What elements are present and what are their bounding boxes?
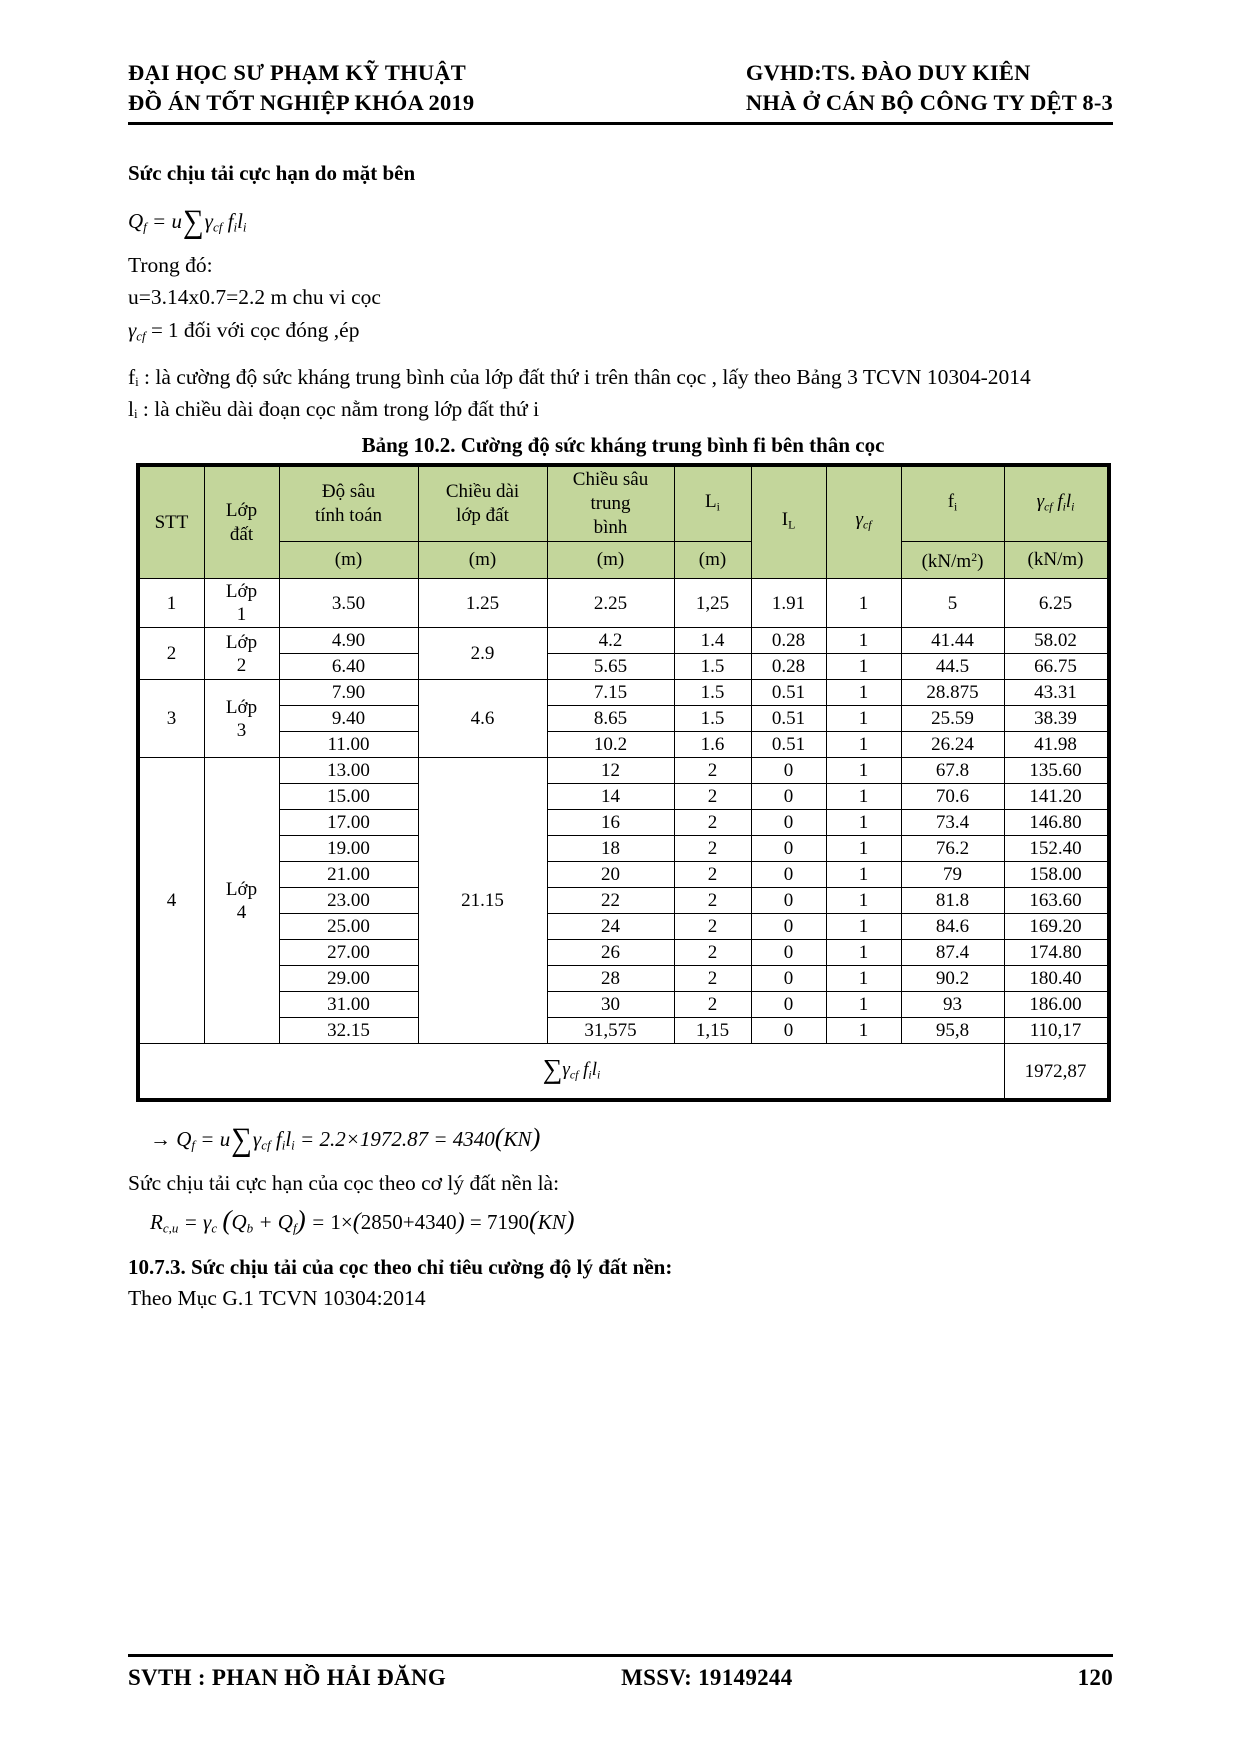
table-row	[139, 836, 1107, 862]
equation-rcu: $R_{c,u} = \gamma_c$ $(Q_b + Q_f) = 1\times(2850+4340) = 7190(KN)$	[150, 1204, 575, 1236]
post-table-content	[128, 1121, 1118, 1313]
cell-fi: 90.2	[901, 966, 1004, 992]
cell-il: 0.51	[751, 680, 826, 706]
table-row	[139, 706, 1107, 732]
student-name: SVTH : PHAN HỒ HẢI ĐĂNG	[128, 1665, 447, 1690]
cell-gamma-fi-li: 152.40	[1004, 836, 1107, 862]
cell-fi: 84.6	[901, 914, 1004, 940]
cell-gamma-fi-li: 169.20	[1004, 914, 1107, 940]
page-header-row	[128, 58, 1113, 118]
perimeter-line: u=3.14x0.7=2.2 m chu vi cọc	[128, 284, 381, 309]
table-sum-row	[139, 1044, 1107, 1099]
cell-do-sau-tinh-toan: 4.90	[279, 628, 418, 654]
table-body	[139, 579, 1107, 1099]
table-row	[139, 992, 1107, 1018]
table-outer-border	[136, 463, 1111, 1102]
footer-divider	[128, 1654, 1113, 1657]
header-divider	[128, 122, 1113, 125]
cell-li: 1.5	[674, 654, 751, 680]
table-row	[139, 940, 1107, 966]
cell-sum-label: $\sum\gamma_{cf}$ $f_il_i$	[139, 1044, 1004, 1099]
unit-chieu-dai-lop-dat: (m)	[418, 542, 547, 579]
cell-gamma-fi-li: 66.75	[1004, 654, 1107, 680]
cell-do-sau-tinh-toan: 19.00	[279, 836, 418, 862]
student-id: MSSV: 19149244	[621, 1665, 793, 1690]
equation-qf	[128, 204, 1118, 245]
cell-gamma-cf: 1	[826, 992, 901, 1018]
cell-fi: 70.6	[901, 784, 1004, 810]
resistance-table	[139, 466, 1108, 1099]
cell-il: 0.28	[751, 654, 826, 680]
cell-gamma-fi-li: 43.31	[1004, 680, 1107, 706]
cell-chieu-dai-lop-dat: 2.9	[418, 628, 547, 680]
cell-il: 0.51	[751, 732, 826, 758]
cell-gamma-fi-li: 163.60	[1004, 888, 1107, 914]
cell-il: 0.28	[751, 628, 826, 654]
cell-chieu-dai-lop-dat: 21.15	[418, 758, 547, 1044]
university-name: ĐẠI HỌC SƯ PHẠM KỸ THUẬT	[128, 60, 466, 85]
cell-li: 2	[674, 810, 751, 836]
cell-il: 0.51	[751, 706, 826, 732]
cell-fi: 25.59	[901, 706, 1004, 732]
unit-chieu-sau-trung-binh: (m)	[547, 542, 674, 579]
col-header-do-sau-tinh-toan: Độ sâu tính toán	[279, 467, 418, 542]
cell-chieu-sau-trung-binh: 26	[547, 940, 674, 966]
cell-lop-dat: Lớp 3	[204, 680, 279, 758]
cell-do-sau-tinh-toan: 21.00	[279, 862, 418, 888]
cell-li: 1,15	[674, 1018, 751, 1044]
cell-do-sau-tinh-toan: 23.00	[279, 888, 418, 914]
cell-li: 2	[674, 836, 751, 862]
thesis-line: ĐỒ ÁN TỐT NGHIỆP KHÓA 2019	[128, 90, 475, 115]
cell-fi: 41.44	[901, 628, 1004, 654]
table-header-row	[139, 467, 1107, 542]
fi-definition: fᵢ : là cường độ sức kháng trung bình của lớp đất thứ i trên thân cọc , lấy theo Bảng 3 TCVN 10304-2014	[128, 365, 1031, 390]
cell-il: 0	[751, 940, 826, 966]
cell-chieu-sau-trung-binh: 12	[547, 758, 674, 784]
cell-do-sau-tinh-toan: 9.40	[279, 706, 418, 732]
cell-gamma-cf: 1	[826, 836, 901, 862]
col-header-gamma-cf: $\gamma_{cf}$	[826, 467, 901, 579]
cell-il: 0	[751, 836, 826, 862]
cell-gamma-cf: 1	[826, 706, 901, 732]
cell-do-sau-tinh-toan: 3.50	[279, 579, 418, 628]
cell-gamma-cf: 1	[826, 940, 901, 966]
page-header	[128, 58, 1113, 125]
cell-il: 0	[751, 810, 826, 836]
unit-fi: $(kN/m^2)$	[901, 542, 1004, 579]
cell-fi: 81.8	[901, 888, 1004, 914]
cell-stt: 4	[139, 758, 204, 1044]
cell-chieu-sau-trung-binh: 24	[547, 914, 674, 940]
cell-gamma-fi-li: 186.00	[1004, 992, 1107, 1018]
table-container	[128, 463, 1118, 1107]
cell-chieu-sau-trung-binh: 30	[547, 992, 674, 1018]
unit-gamma-fi-li: (kN/m)	[1004, 542, 1107, 579]
bearing-capacity-note: Sức chịu tải cực hạn của cọc theo cơ lý đất nền là:	[128, 1170, 560, 1195]
cell-chieu-sau-trung-binh: 7.15	[547, 680, 674, 706]
cell-li: 2	[674, 888, 751, 914]
col-header-li: $L_i$	[674, 467, 751, 542]
cell-chieu-sau-trung-binh: 2.25	[547, 579, 674, 628]
cell-fi: 93	[901, 992, 1004, 1018]
table-row	[139, 914, 1107, 940]
table-units-row	[139, 542, 1107, 579]
cell-chieu-sau-trung-binh: 4.2	[547, 628, 674, 654]
cell-chieu-sau-trung-binh: 28	[547, 966, 674, 992]
cell-fi: 73.4	[901, 810, 1004, 836]
section-title: Sức chịu tải cực hạn do mặt bên	[128, 161, 416, 185]
cell-li: 2	[674, 784, 751, 810]
cell-gamma-fi-li: 146.80	[1004, 810, 1107, 836]
cell-gamma-cf: 1	[826, 966, 901, 992]
cell-gamma-cf: 1	[826, 914, 901, 940]
cell-do-sau-tinh-toan: 6.40	[279, 654, 418, 680]
cell-li: 2	[674, 992, 751, 1018]
col-header-chieu-dai-lop-dat: Chiều dài lớp đất	[418, 467, 547, 542]
cell-do-sau-tinh-toan: 29.00	[279, 966, 418, 992]
cell-il: 0	[751, 862, 826, 888]
cell-chieu-sau-trung-binh: 16	[547, 810, 674, 836]
cell-gamma-fi-li: 174.80	[1004, 940, 1107, 966]
table-row	[139, 732, 1107, 758]
col-header-stt: STT	[139, 467, 204, 579]
cell-do-sau-tinh-toan: 17.00	[279, 810, 418, 836]
cell-li: 2	[674, 940, 751, 966]
cell-il: 0	[751, 758, 826, 784]
table-row	[139, 862, 1107, 888]
subsection-reference: Theo Mục G.1 TCVN 10304:2014	[128, 1285, 426, 1310]
cell-chieu-sau-trung-binh: 31,575	[547, 1018, 674, 1044]
cell-gamma-cf: 1	[826, 758, 901, 784]
col-header-chieu-sau-trung-binh: Chiều sâu trung bình	[547, 467, 674, 542]
cell-fi: 67.8	[901, 758, 1004, 784]
table-row	[139, 810, 1107, 836]
cell-do-sau-tinh-toan: 27.00	[279, 940, 418, 966]
cell-fi: 5	[901, 579, 1004, 628]
equation-qf-rendered: $Q_f = u\sum\gamma_{cf}$ $f_il_i$	[128, 204, 247, 240]
cell-il: 0	[751, 914, 826, 940]
cell-li: 2	[674, 862, 751, 888]
unit-do-sau-tinh-toan: (m)	[279, 542, 418, 579]
cell-fi: 44.5	[901, 654, 1004, 680]
cell-do-sau-tinh-toan: 31.00	[279, 992, 418, 1018]
cell-lop-dat: Lớp 4	[204, 758, 279, 1044]
cell-chieu-sau-trung-binh: 8.65	[547, 706, 674, 732]
cell-gamma-cf: 1	[826, 732, 901, 758]
advisor-name: GVHD:TS. ĐÀO DUY KIÊN	[745, 60, 1031, 85]
cell-chieu-sau-trung-binh: 18	[547, 836, 674, 862]
cell-gamma-fi-li: 180.40	[1004, 966, 1107, 992]
cell-gamma-fi-li: 158.00	[1004, 862, 1107, 888]
cell-do-sau-tinh-toan: 15.00	[279, 784, 418, 810]
table-row	[139, 654, 1107, 680]
cell-gamma-fi-li: 141.20	[1004, 784, 1107, 810]
subsection-heading: 10.7.3. Sức chịu tải của cọc theo chỉ tiêu cường độ lý đất nền:	[128, 1254, 673, 1279]
cell-li: 1.6	[674, 732, 751, 758]
cell-gamma-cf: 1	[826, 579, 901, 628]
cell-li: 2	[674, 966, 751, 992]
cell-fi: 95,8	[901, 1018, 1004, 1044]
page-header-left	[128, 58, 474, 118]
cell-gamma-fi-li: 135.60	[1004, 758, 1107, 784]
cell-fi: 26.24	[901, 732, 1004, 758]
cell-fi: 79	[901, 862, 1004, 888]
page-header-right	[746, 58, 1113, 118]
table-row	[139, 1018, 1107, 1044]
document-content	[128, 158, 1118, 1314]
table-row	[139, 758, 1107, 784]
cell-il: 0	[751, 992, 826, 1018]
cell-li: 1.5	[674, 706, 751, 732]
table-row	[139, 966, 1107, 992]
cell-lop-dat: Lớp 2	[204, 628, 279, 680]
cell-fi: 76.2	[901, 836, 1004, 862]
cell-do-sau-tinh-toan: 13.00	[279, 758, 418, 784]
cell-gamma-fi-li: 41.98	[1004, 732, 1107, 758]
cell-chieu-sau-trung-binh: 10.2	[547, 732, 674, 758]
li-definition: lᵢ : là chiều dài đoạn cọc nằm trong lớp đất thứ i	[128, 397, 540, 422]
col-header-il: $I_L$	[751, 467, 826, 579]
cell-li: 2	[674, 914, 751, 940]
cell-stt: 2	[139, 628, 204, 680]
cell-fi: 28.875	[901, 680, 1004, 706]
equation-result-qf: → $Q_f = u\sum\gamma_{cf}$ $f_il_i = 2.2\times 1972.87 = 4340(KN)$	[150, 1122, 541, 1159]
cell-do-sau-tinh-toan: 11.00	[279, 732, 418, 758]
table-row	[139, 628, 1107, 654]
cell-li: 1,25	[674, 579, 751, 628]
cell-gamma-fi-li: 6.25	[1004, 579, 1107, 628]
gamma-cf-equation: $\gamma_{cf} = 1$	[128, 317, 179, 344]
cell-li: 2	[674, 758, 751, 784]
cell-chieu-sau-trung-binh: 20	[547, 862, 674, 888]
cell-gamma-cf: 1	[826, 888, 901, 914]
cell-il: 0	[751, 966, 826, 992]
cell-gamma-fi-li: 58.02	[1004, 628, 1107, 654]
cell-li: 1.4	[674, 628, 751, 654]
cell-do-sau-tinh-toan: 7.90	[279, 680, 418, 706]
trong-do-label: Trong đó:	[128, 252, 213, 277]
cell-chieu-sau-trung-binh: 22	[547, 888, 674, 914]
cell-do-sau-tinh-toan: 25.00	[279, 914, 418, 940]
cell-li: 1.5	[674, 680, 751, 706]
gamma-cf-line	[128, 313, 1118, 354]
cell-il: 0	[751, 1018, 826, 1044]
table-row	[139, 784, 1107, 810]
cell-do-sau-tinh-toan: 32.15	[279, 1018, 418, 1044]
gamma-cf-note: đối với cọc đóng ,ép	[183, 317, 360, 342]
cell-fi: 87.4	[901, 940, 1004, 966]
cell-gamma-cf: 1	[826, 784, 901, 810]
cell-gamma-cf: 1	[826, 654, 901, 680]
cell-gamma-cf: 1	[826, 862, 901, 888]
cell-chieu-dai-lop-dat: 1.25	[418, 579, 547, 628]
cell-chieu-dai-lop-dat: 4.6	[418, 680, 547, 758]
cell-sum-value: 1972,87	[1004, 1044, 1107, 1099]
table-row	[139, 579, 1107, 628]
cell-gamma-cf: 1	[826, 680, 901, 706]
cell-lop-dat: Lớp 1	[204, 579, 279, 628]
table-head	[139, 467, 1107, 579]
cell-gamma-fi-li: 38.39	[1004, 706, 1107, 732]
cell-gamma-cf: 1	[826, 628, 901, 654]
cell-il: 0	[751, 888, 826, 914]
cell-gamma-cf: 1	[826, 1018, 901, 1044]
col-header-fi: $f_i$	[901, 467, 1004, 542]
page-number: 120	[1077, 1665, 1113, 1690]
project-name: NHÀ Ở CÁN BỘ CÔNG TY DỆT 8-3	[745, 90, 1113, 115]
cell-chieu-sau-trung-binh: 14	[547, 784, 674, 810]
unit-li: (m)	[674, 542, 751, 579]
page-footer	[128, 1654, 1113, 1691]
cell-stt: 1	[139, 579, 204, 628]
col-header-lop-dat: Lớp đất	[204, 467, 279, 579]
cell-stt: 3	[139, 680, 204, 758]
footer-row	[128, 1665, 1113, 1691]
table-caption: Bảng 10.2. Cường độ sức kháng trung bình fi bên thân cọc	[361, 433, 885, 458]
col-header-gamma-fi-li: $\gamma_{cf}$ $f_il_i$	[1004, 467, 1107, 542]
cell-il: 0	[751, 784, 826, 810]
cell-gamma-cf: 1	[826, 810, 901, 836]
table-row	[139, 680, 1107, 706]
cell-chieu-sau-trung-binh: 5.65	[547, 654, 674, 680]
table-row	[139, 888, 1107, 914]
cell-il: 1.91	[751, 579, 826, 628]
cell-gamma-fi-li: 110,17	[1004, 1018, 1107, 1044]
